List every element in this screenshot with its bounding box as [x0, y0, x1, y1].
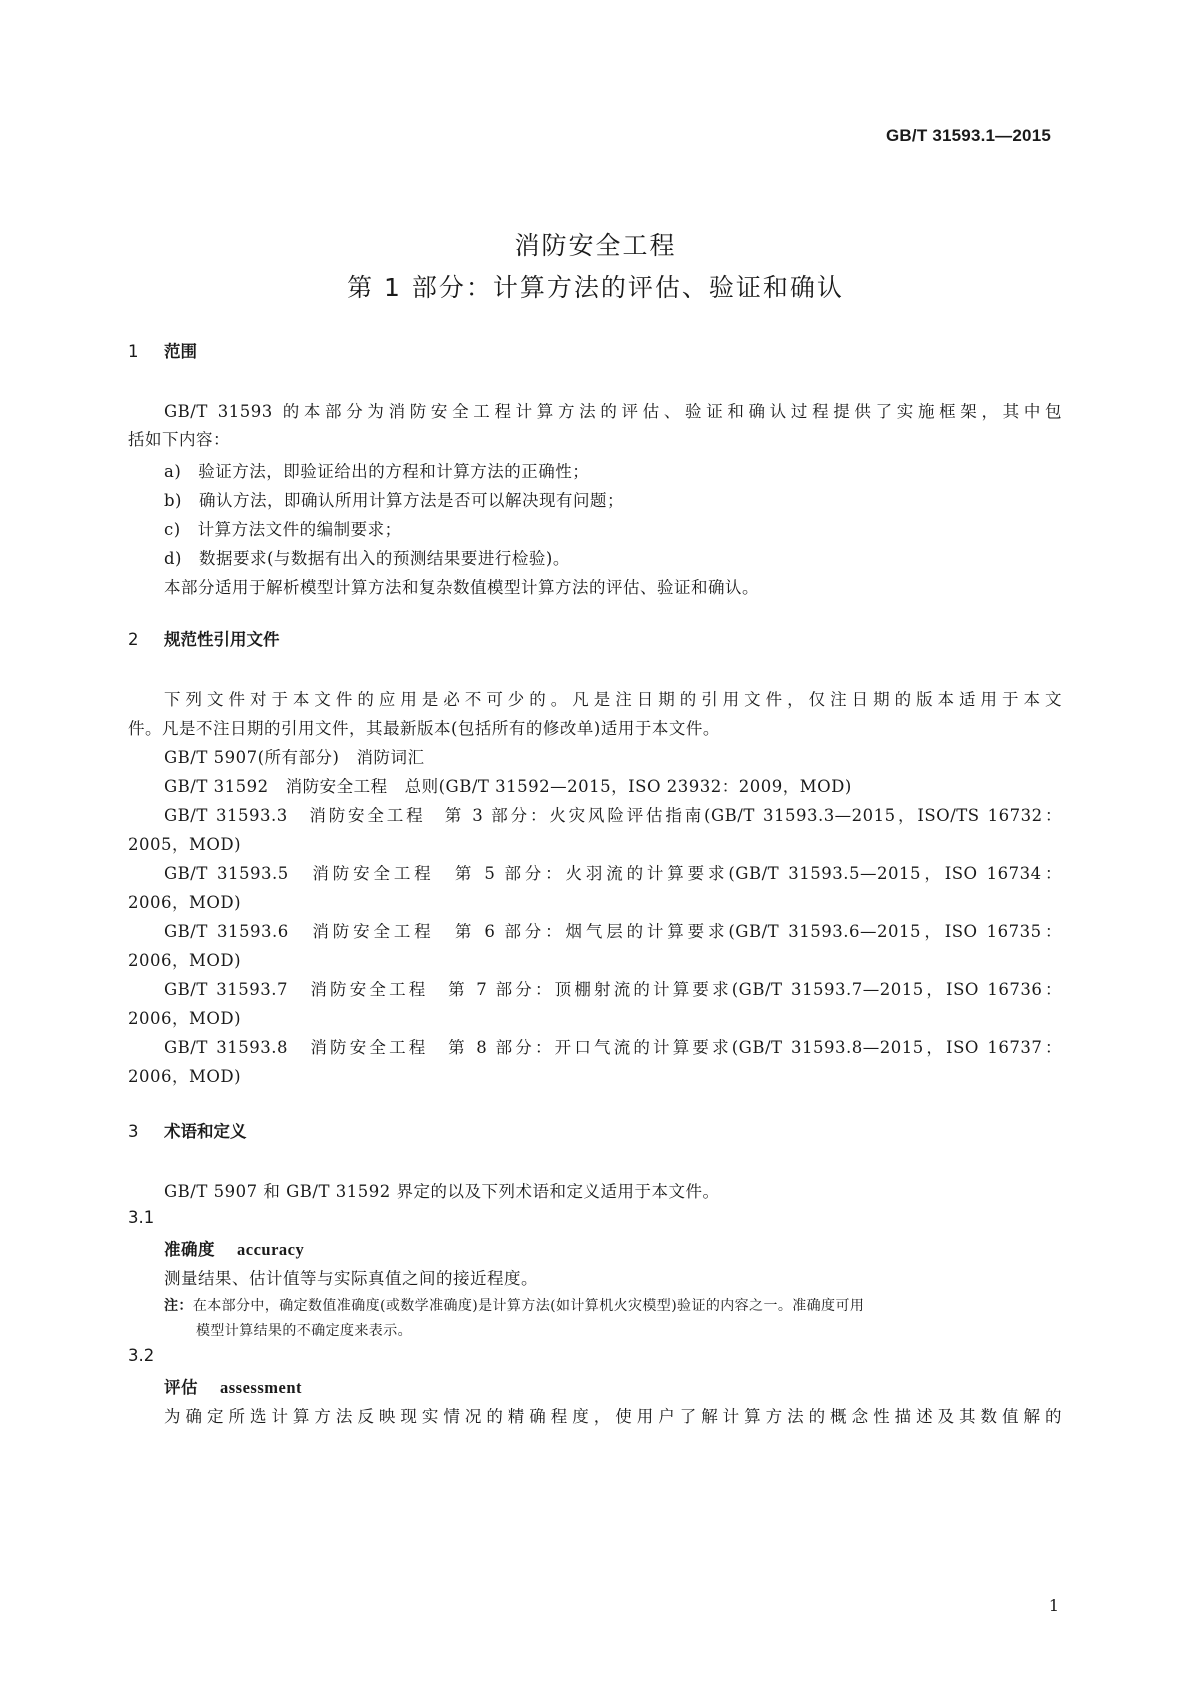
doc-title-line1: 消防安全工程: [514, 231, 677, 260]
doc-title-line2: 第 1 部分：计算方法的评估、验证和确认: [347, 273, 844, 302]
term-zh: 准确度: [164, 1240, 215, 1259]
term-note-line2: 模型计算结果的不确定度来表示。: [196, 1323, 412, 1339]
ref-item-cont: 2006，MOD): [128, 893, 242, 912]
ref-item-cont: 2005，MOD): [128, 835, 242, 854]
scope-para-line2: 括如下内容：: [128, 430, 230, 449]
ref-item: GB/T 31593.7 消防安全工程 第 7 部分：顶棚射流的计算要求(GB/T 31593.7—2015，ISO 16736：: [164, 980, 1062, 999]
ref-item-cont: 2006，MOD): [128, 951, 242, 970]
scope-para2: 本部分适用于解析模型计算方法和复杂数值模型计算方法的评估、验证和确认。: [164, 578, 759, 597]
term-note-line1: [164, 1295, 864, 1315]
section-title: 范围: [164, 342, 197, 361]
section-3-heading: [128, 1118, 247, 1142]
term-definition: 测量结果、估计值等与实际真值之间的接近程度。: [164, 1269, 538, 1288]
term-number: 3.1: [128, 1208, 155, 1227]
section-number: 3: [128, 1122, 139, 1141]
section-number: 1: [128, 342, 139, 361]
term-en: accuracy: [237, 1240, 305, 1259]
scope-item-b: b) 确认方法，即确认所用计算方法是否可以解决现有问题；: [164, 491, 624, 510]
note-text: 在本部分中，确定数值准确度(或数学准确度)是计算方法(如计算机火灾模型)验证的内容之一。准确度可用: [192, 1298, 865, 1314]
terms-intro: GB/T 5907 和 GB/T 31592 界定的以及下列术语和定义适用于本文件。: [164, 1182, 720, 1201]
scope-item-a: a) 验证方法，即验证给出的方程和计算方法的正确性；: [164, 462, 590, 481]
ref-item: GB/T 31593.5 消防安全工程 第 5 部分：火羽流的计算要求(GB/T 31593.5—2015，ISO 16734：: [164, 864, 1062, 883]
term-number: 3.2: [128, 1346, 155, 1365]
term-heading: [164, 1374, 302, 1398]
ref-item: GB/T 31593.8 消防安全工程 第 8 部分：开口气流的计算要求(GB/T 31593.8—2015，ISO 16737：: [164, 1038, 1062, 1057]
term-definition: 为确定所选计算方法反映现实情况的精确程度，使用户了解计算方法的概念性描述及其数值解的: [164, 1407, 1062, 1426]
standard-code: GB/T 31593.1—2015: [886, 126, 1051, 145]
refs-intro-line2: 件。凡是不注日期的引用文件，其最新版本(包括所有的修改单)适用于本文件。: [128, 719, 720, 738]
section-title: 规范性引用文件: [164, 630, 280, 649]
ref-item: GB/T 31592 消防安全工程 总则(GB/T 31592—2015，ISO 23932：2009，MOD): [164, 777, 852, 796]
ref-item-cont: 2006，MOD): [128, 1009, 242, 1028]
section-2-heading: [128, 626, 280, 650]
ref-item: GB/T 31593.6 消防安全工程 第 6 部分：烟气层的计算要求(GB/T 31593.6—2015，ISO 16735：: [164, 922, 1062, 941]
section-title: 术语和定义: [164, 1122, 247, 1141]
ref-item: GB/T 5907(所有部分) 消防词汇: [164, 748, 425, 767]
page-number: 1: [1048, 1596, 1059, 1615]
ref-item: GB/T 31593.3 消防安全工程 第 3 部分：火灾风险评估指南(GB/T 31593.3—2015，ISO/TS 16732：: [164, 806, 1062, 825]
section-number: 2: [128, 630, 139, 649]
term-en: assessment: [220, 1378, 302, 1397]
ref-item-cont: 2006，MOD): [128, 1067, 242, 1086]
scope-para-line1: GB/T 31593 的本部分为消防安全工程计算方法的评估、验证和确认过程提供了实施框架，其中包: [164, 402, 1062, 421]
scope-item-c: c) 计算方法文件的编制要求；: [164, 520, 402, 539]
scope-item-d: d) 数据要求(与数据有出入的预测结果要进行检验)。: [164, 549, 570, 568]
term-heading: [164, 1236, 304, 1260]
refs-intro-line1: 下列文件对于本文件的应用是必不可少的。凡是注日期的引用文件，仅注日期的版本适用于本文: [164, 690, 1062, 709]
note-label: 注：: [164, 1298, 193, 1314]
section-1-heading: [128, 338, 197, 362]
term-zh: 评估: [164, 1378, 198, 1397]
